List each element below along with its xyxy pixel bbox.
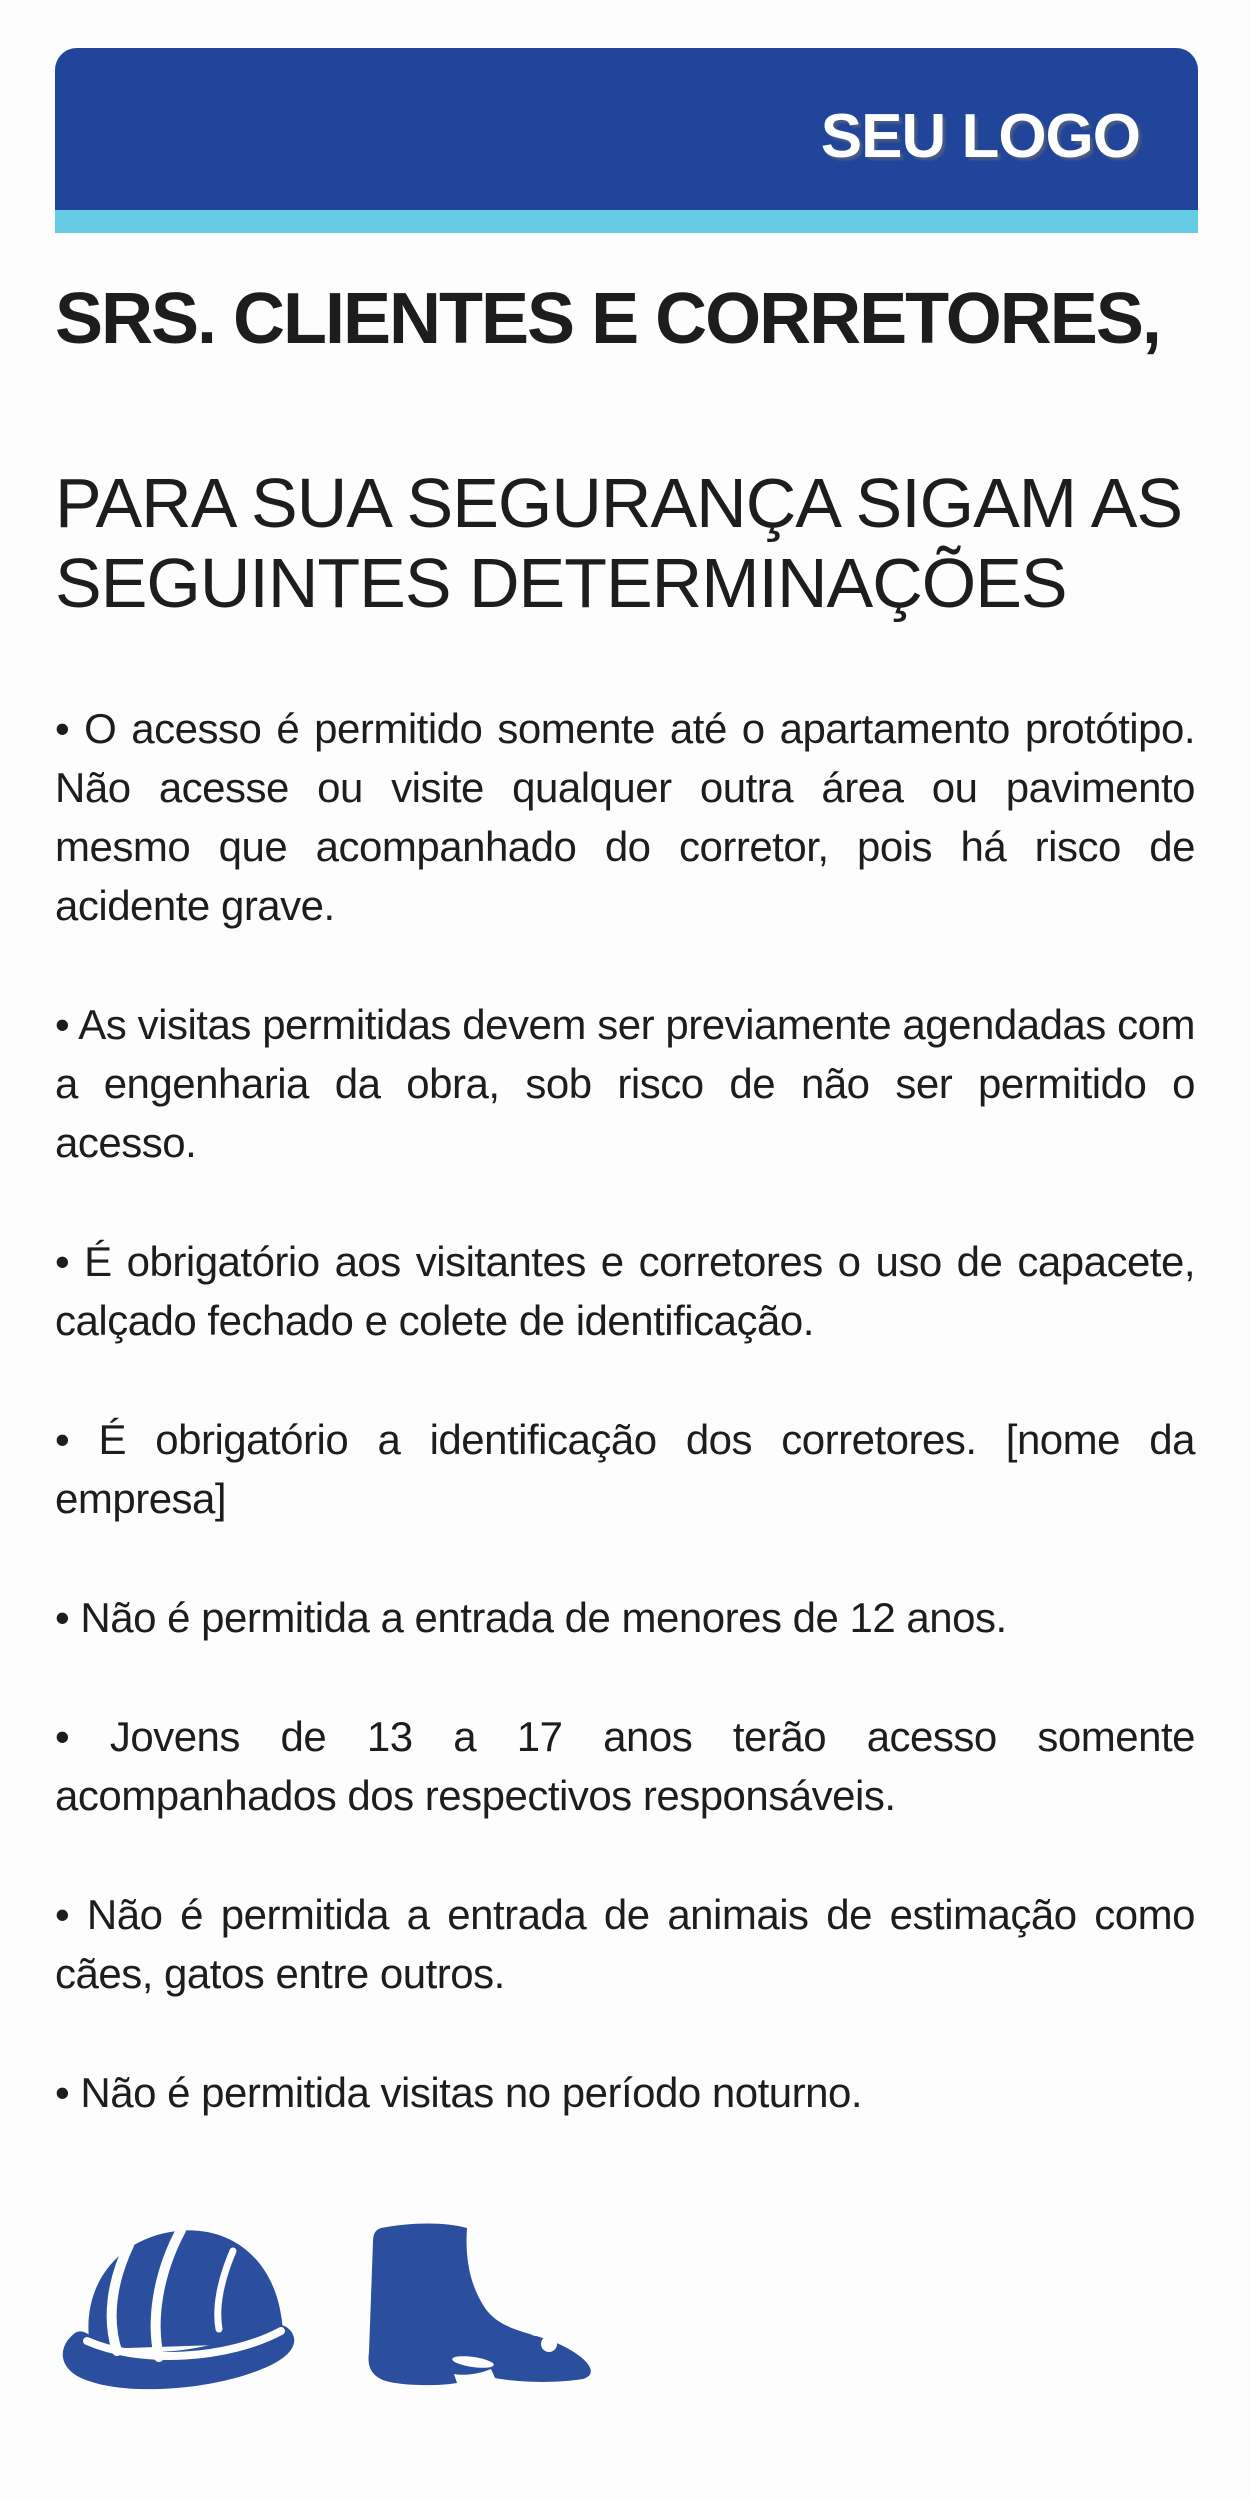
rule-item: • Não é permitida a entrada de animais de estimação como cães, gatos entre outros.: [55, 1891, 1195, 1997]
rule-item: • É obrigatório aos visitantes e corretores o uso de capacete, calçado fechado e colete de identificação.: [55, 1238, 1195, 1344]
rule-item: • Não é permitida a entrada de menores de 12 anos.: [55, 1594, 1007, 1641]
hard-hat-icon: [57, 2217, 300, 2393]
logo-text: SEU LOGO: [820, 101, 1140, 171]
page-title: SRS. CLIENTES E CORRETORES,: [55, 279, 1160, 359]
rule-item: • É obrigatório a identificação dos corretores. [nome da empresa]: [55, 1416, 1195, 1522]
page-subtitle: PARA SUA SEGURANÇA SIGAM AS SEGUINTES DETERMINAÇÕES: [55, 464, 1183, 622]
rule-item: • O acesso é permitido somente até o apartamento protótipo. Não acesse ou visite qualquer outra área ou pavimento mesmo que acompanhado do corretor, pois há risco de acidente grave.: [55, 705, 1195, 929]
header-accent-stripe: [55, 210, 1198, 233]
rule-item: • Jovens de 13 a 17 anos terão acesso somente acompanhados dos respectivos responsáveis.: [55, 1713, 1195, 1819]
rule-item: • As visitas permitidas devem ser previamente agendadas com a engenharia da obra, sob risco de não ser permitido o acesso.: [55, 1001, 1195, 1166]
ppe-icons-row: [57, 2217, 1250, 2393]
rule-item: • Não é permitida visitas no período noturno.: [55, 2069, 862, 2116]
boot-icon: [353, 2222, 600, 2388]
header-banner: [55, 48, 1198, 210]
rules-list: [55, 699, 1195, 2122]
